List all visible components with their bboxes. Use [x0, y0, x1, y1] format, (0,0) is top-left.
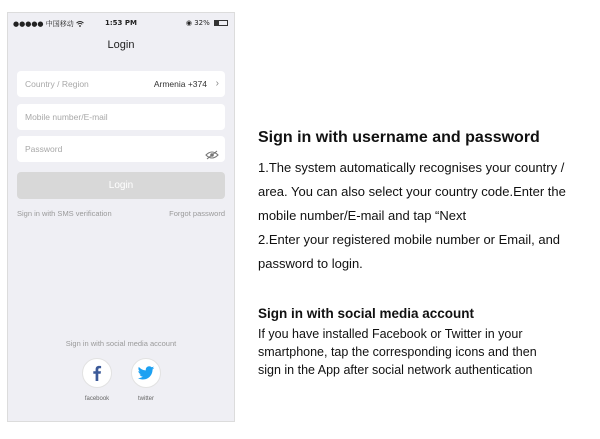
twitter-button[interactable]: [131, 358, 161, 388]
chevron-right-icon: ›: [215, 78, 219, 89]
status-right: [186, 19, 228, 27]
battery-percent: 32%: [194, 19, 210, 27]
instruction-line: 2.Enter your registered mobile number or Email, and: [258, 232, 561, 247]
sms-login-link[interactable]: Sign in with SMS verification: [17, 209, 112, 218]
status-bar: [8, 13, 234, 35]
forgot-password-link[interactable]: Forgot password: [169, 209, 225, 218]
carrier-text: ●●●●● 中国移动: [13, 20, 74, 28]
instruction-line: mobile number/E-mail and tap “Next: [258, 208, 467, 223]
instruction-line: sign in the App after social network authentication: [258, 363, 533, 377]
instructions-social-media: [258, 325, 596, 379]
country-value: Armenia +374: [153, 79, 207, 89]
password-placeholder: Password: [25, 144, 63, 154]
instruction-line: area. You can also select your country code.Enter the: [258, 184, 566, 199]
heading-username-password: Sign in with username and password: [258, 129, 540, 146]
mobile-email-input[interactable]: [17, 104, 225, 130]
instruction-line: If you have installed Facebook or Twitter in your: [258, 327, 523, 341]
phone-screen: [7, 12, 235, 422]
country-region-select[interactable]: [17, 71, 225, 97]
heading-social-media: Sign in with social media account: [258, 306, 475, 321]
facebook-button[interactable]: [82, 358, 112, 388]
instruction-line: 1.The system automatically recognises your country /: [258, 160, 565, 175]
status-time: 1:53 PM: [105, 19, 137, 27]
instruction-line: password to login.: [258, 256, 363, 271]
password-input[interactable]: [17, 136, 225, 162]
instructions-username-password: [258, 156, 596, 276]
country-label: Country / Region: [25, 79, 89, 89]
eye-off-icon[interactable]: [205, 144, 219, 154]
facebook-icon: [88, 364, 106, 382]
facebook-label: facebook: [84, 396, 110, 402]
page-title: Login: [107, 39, 135, 51]
location-icon: ◉: [185, 19, 192, 27]
battery-icon: [214, 20, 228, 26]
mobile-placeholder: Mobile number/E-mail: [25, 112, 108, 122]
social-login-title: Sign in with social media account: [65, 339, 177, 348]
twitter-icon: [137, 364, 155, 382]
login-button[interactable]: Login: [17, 172, 225, 199]
instruction-line: smartphone, tap the corresponding icons and then: [258, 345, 537, 359]
twitter-label: twitter: [137, 396, 154, 402]
